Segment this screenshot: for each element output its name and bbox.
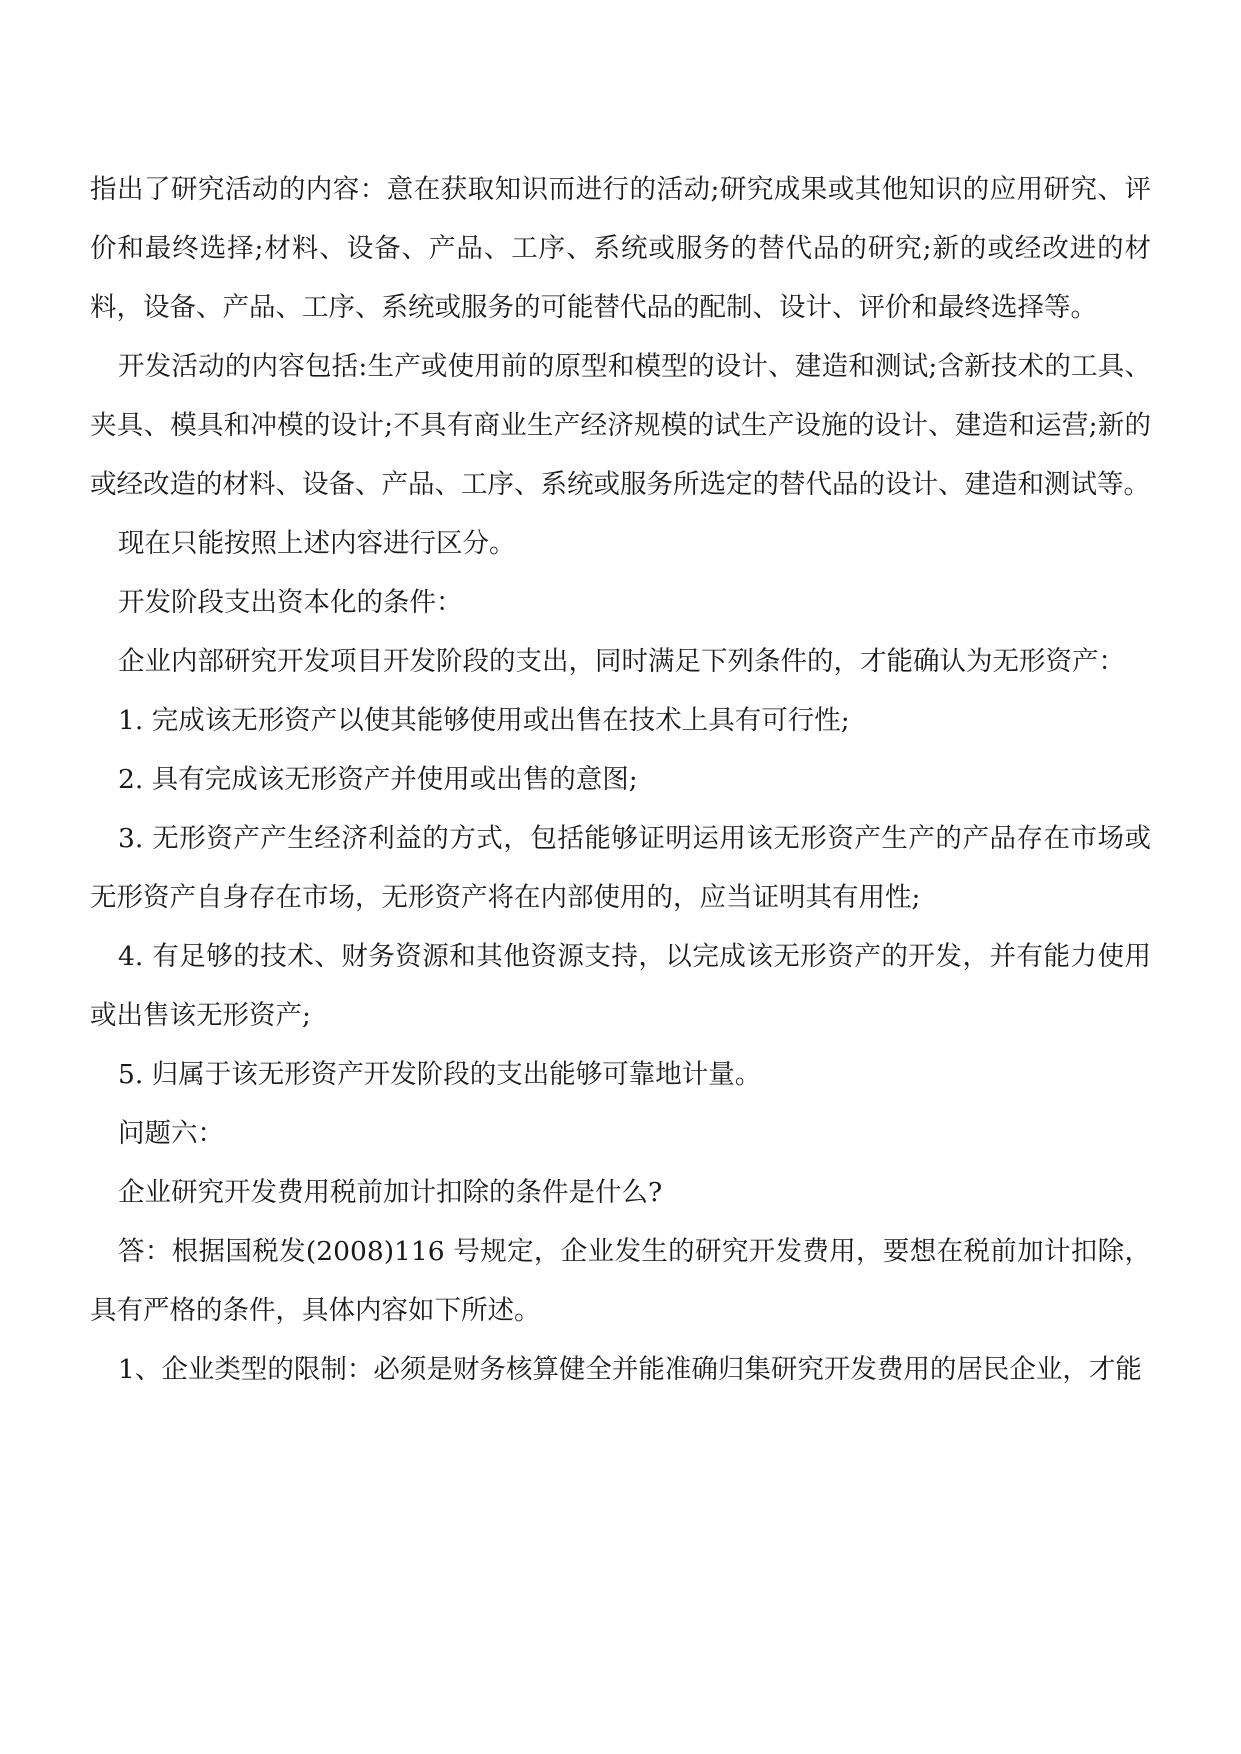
list-item-condition-3: 3. 无形资产产生经济利益的方式，包括能够证明运用该无形资产生产的产品存在市场或无形资产自身存在市场，无形资产将在内部使用的，应当证明其有用性; xyxy=(90,823,1151,913)
answer-six-text: 答：根据国税发(2008)116 号规定，企业发生的研究开发费用，要想在税前加计扣除，具有严格的条件，具体内容如下所述。 xyxy=(90,1236,1151,1326)
question-six-text: 企业研究开发费用税前加计扣除的条件是什么? xyxy=(118,1177,663,1208)
paragraph-enterprise-type-limit: 1、企业类型的限制：必须是财务核算健全并能准确归集研究开发费用的居民企业，才能 xyxy=(118,1354,1142,1385)
paragraph-research-content: 指出了研究活动的内容：意在获取知识而进行的活动;研究成果或其他知识的应用研究、评价和最终选择;材料、设备、产品、工序、系统或服务的替代品的研究;新的或经改进的材料，设备、产品、工序、系统或服务的可能替代品的配制、设计、评价和最终选择等。 xyxy=(90,174,1151,323)
paragraph-capitalization-intro: 企业内部研究开发项目开发阶段的支出，同时满足下列条件的，才能确认为无形资产： xyxy=(118,646,1125,677)
list-item-condition-5: 5. 归属于该无形资产开发阶段的支出能够可靠地计量。 xyxy=(118,1059,762,1090)
list-item-condition-1: 1. 完成该无形资产以使其能够使用或出售在技术上具有可行性; xyxy=(118,705,850,736)
paragraph-development-content: 开发活动的内容包括:生产或使用前的原型和模型的设计、建造和测试;含新技术的工具、夹具、模具和冲模的设计;不具有商业生产经济规模的试生产设施的设计、建造和运营;新的或经改造的材料、设备、产品、工序、系统或服务所选定的替代品的设计、建造和测试等。 xyxy=(90,351,1151,500)
paragraph-capitalization-heading: 开发阶段支出资本化的条件： xyxy=(118,587,463,618)
paragraph-distinguish-note: 现在只能按照上述内容进行区分。 xyxy=(118,528,516,559)
question-six-label: 问题六： xyxy=(118,1118,224,1149)
list-item-condition-2: 2. 具有完成该无形资产并使用或出售的意图; xyxy=(118,764,638,795)
list-item-condition-4: 4. 有足够的技术、财务资源和其他资源支持，以完成该无形资产的开发，并有能力使用或出售该无形资产; xyxy=(90,941,1151,1031)
document-page xyxy=(90,160,1151,1399)
